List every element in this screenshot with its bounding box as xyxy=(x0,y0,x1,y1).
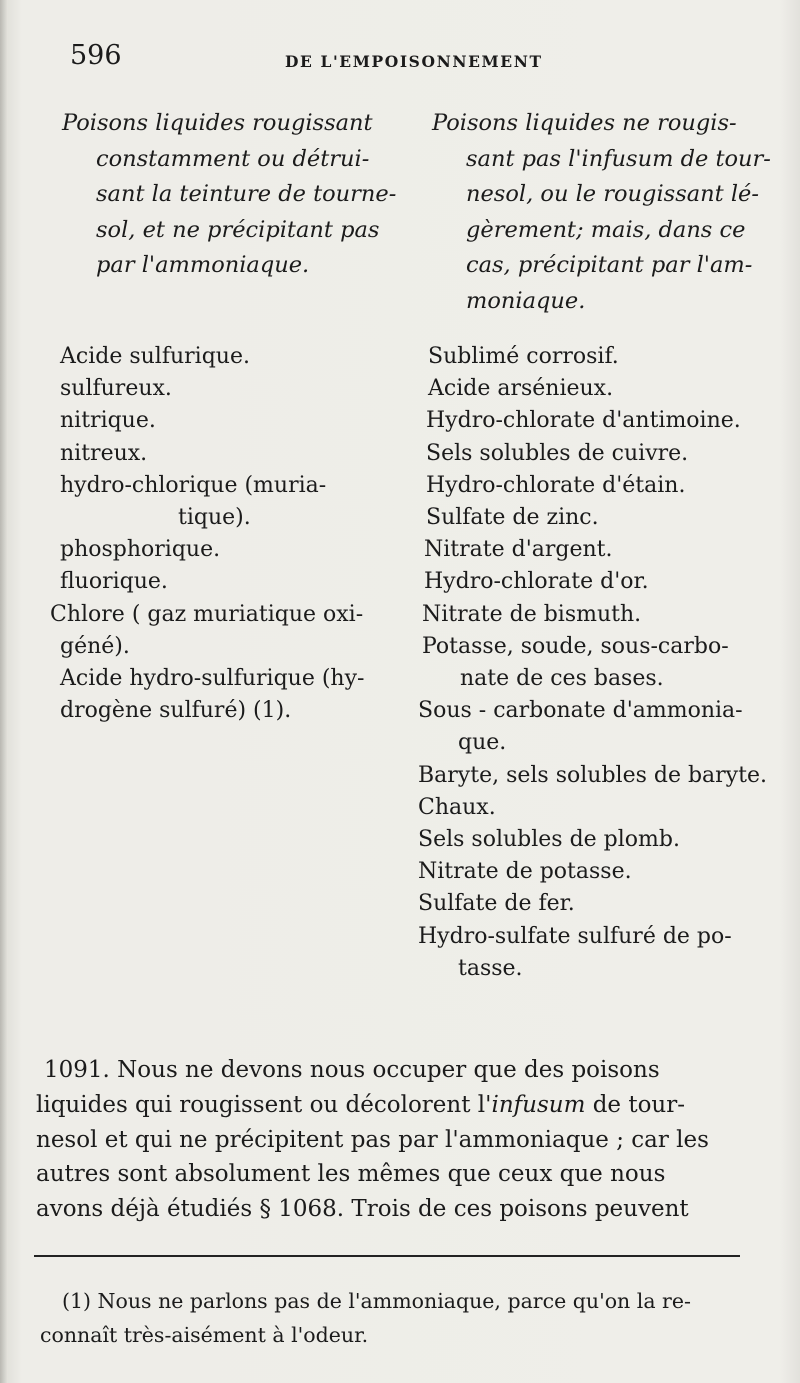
left-poison-list xyxy=(50,341,365,727)
list-item: hydro-chlorique (muria- xyxy=(60,472,327,498)
list-item: Nitrate d'argent. xyxy=(424,537,613,563)
paragraph-text: liquides qui rougissent ou décolorent l' xyxy=(36,1091,492,1118)
list-item: Acide sulfurique. xyxy=(60,344,250,369)
list-item: Sulfate de fer. xyxy=(418,891,575,917)
list-item: Sous - carbonate d'ammonia- xyxy=(418,698,743,724)
list-item: drogène sulfuré) (1). xyxy=(60,698,292,724)
page-header xyxy=(70,40,740,80)
list-item: Chaux. xyxy=(418,794,496,820)
paragraph-line: avons déjà étudiés § 1068. Trois de ces poisons peuvent xyxy=(36,1196,689,1223)
heading-line: sant la teinture de tourne- xyxy=(96,181,397,207)
list-item: que. xyxy=(458,730,507,756)
page-gutter xyxy=(0,0,8,1383)
heading-line: moniaque. xyxy=(466,287,586,314)
list-item: Potasse, soude, sous-carbo- xyxy=(422,633,729,659)
list-item: Sels solubles de cuivre. xyxy=(426,440,689,466)
paragraph-line xyxy=(36,1088,748,1123)
footnote-divider xyxy=(34,1255,740,1257)
footnote xyxy=(40,1285,742,1352)
list-item: Hydro-chlorate d'or. xyxy=(424,569,649,595)
heading-line: gèrement; mais, dans ce xyxy=(466,216,746,243)
heading-line: nesol, ou le rougissant lé- xyxy=(466,181,759,207)
list-item: Nitrate de bismuth. xyxy=(422,601,642,627)
list-item: Hydro-chlorate d'antimoine. xyxy=(426,408,741,434)
list-item: Chlore ( gaz muriatique oxi- xyxy=(50,601,364,627)
list-item: nate de ces bases. xyxy=(460,666,664,692)
list-item: sulfureux. xyxy=(60,376,172,402)
list-item: tique). xyxy=(178,505,251,531)
list-item: Hydro-sulfate sulfuré de po- xyxy=(418,923,732,949)
heading-line: Poisons liquides ne rougis- xyxy=(432,110,737,136)
list-item: fluorique. xyxy=(60,569,168,595)
left-column-heading xyxy=(62,106,402,284)
list-item: Baryte, sels solubles de baryte. xyxy=(418,762,767,788)
right-column-heading xyxy=(432,106,772,319)
list-item: nitrique. xyxy=(60,408,156,434)
list-item: phosphorique. xyxy=(60,537,221,563)
list-item: Acide hydro-sulfurique (hy- xyxy=(60,666,365,692)
page-number: 596 xyxy=(70,40,122,71)
heading-line: constamment ou détrui- xyxy=(96,145,370,172)
body-paragraph xyxy=(36,1053,748,1227)
list-item: Sublimé corrosif. xyxy=(428,344,619,369)
heading-line: sant pas l'infusum de tour- xyxy=(466,145,771,172)
paragraph-text: de tour- xyxy=(585,1091,686,1118)
list-item: nitreux. xyxy=(60,440,148,466)
heading-line: par l'ammoniaque. xyxy=(96,252,310,278)
footnote-line: (1) Nous ne parlons pas de l'ammoniaque, parce qu'on la re- xyxy=(62,1289,691,1313)
paragraph-line: autres sont absolument les mêmes que ceux que nous xyxy=(36,1161,666,1188)
list-item: Sulfate de zinc. xyxy=(426,505,599,531)
list-item: Acide arsénieux. xyxy=(428,376,614,402)
paragraph-line: 1091. Nous ne devons nous occuper que des poisons xyxy=(44,1057,660,1083)
emphasis-text: infusum xyxy=(491,1091,586,1118)
right-poison-list xyxy=(418,341,767,985)
heading-line: cas, précipitant par l'am- xyxy=(466,252,753,278)
list-item: géné). xyxy=(60,633,130,659)
list-item: Sels solubles de plomb. xyxy=(418,827,680,853)
heading-line: sol, et ne précipitant pas xyxy=(96,216,380,243)
paragraph-line: nesol et qui ne précipitent pas par l'ammoniaque ; car les xyxy=(36,1126,709,1153)
list-item: Nitrate de potasse. xyxy=(418,859,632,885)
running-title: DE L'EMPOISONNEMENT xyxy=(285,52,543,71)
list-item: Hydro-chlorate d'étain. xyxy=(426,472,686,498)
footnote-line: connaît très-aisément à l'odeur. xyxy=(40,1322,369,1347)
list-item: tasse. xyxy=(458,955,523,981)
heading-line: Poisons liquides rougissant xyxy=(62,110,373,136)
